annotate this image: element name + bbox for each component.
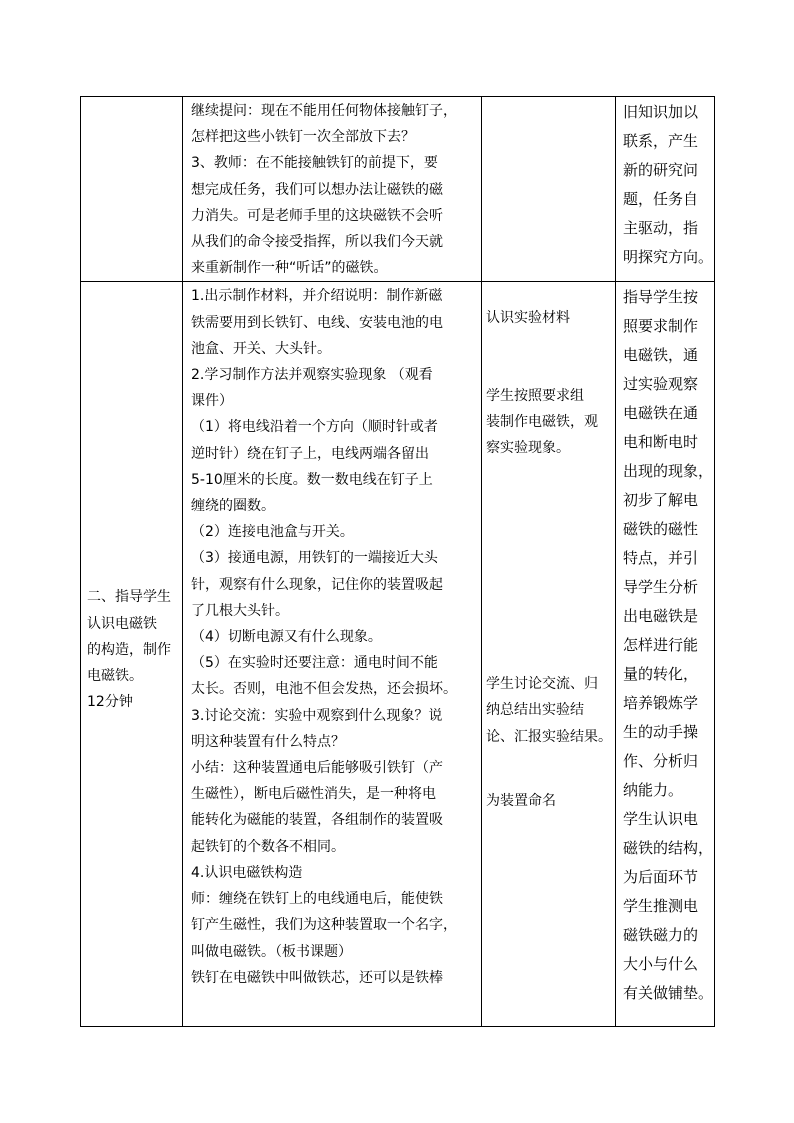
text-line: 小结：这种装置通电后能够吸引铁钉（产: [191, 760, 443, 777]
text-line: 想完成任务，我们可以想办法让磁铁的磁: [191, 181, 443, 198]
text-line: 生的动手操: [623, 723, 699, 742]
student-activity-cell: [482, 282, 616, 1027]
teacher-activity-cell: [183, 282, 482, 1027]
text-line: 联系，产生: [623, 132, 699, 150]
text-line: 出现的现象，: [623, 462, 714, 481]
text-line: 照要求制作: [623, 317, 699, 336]
student-activity-cell: [482, 97, 616, 282]
text-line: 电磁铁，通: [623, 346, 699, 365]
design-intent-cell: [616, 97, 715, 282]
text-line: 磁铁磁力的: [623, 926, 699, 945]
text-line: 大小与什么: [623, 955, 699, 974]
text-line: 二、指导学生: [87, 589, 171, 606]
text-line: 4.认识电磁铁构造: [191, 864, 303, 881]
text-line: 了几根大头针。: [191, 602, 289, 619]
text-line: 来重新制作一种“听话”的磁铁。: [191, 260, 388, 277]
text-line: 磁铁的磁性: [623, 520, 699, 539]
text-line: 铁钉在电磁铁中叫做铁芯，还可以是铁棒: [191, 969, 443, 986]
text-line: 初步了解电: [623, 491, 699, 510]
text-line: 起铁钉的个数各不相同。: [191, 838, 345, 855]
stage-cell: [81, 97, 183, 282]
text-line: 认识电磁铁: [87, 615, 157, 632]
text-line: 论、汇报实验结果。: [486, 728, 612, 745]
text-line: 磁铁的结构，: [623, 839, 714, 858]
text-line: 3.讨论交流：实验中观察到什么现象？说: [191, 707, 443, 724]
text-line: 主驱动，指: [623, 219, 699, 237]
text-line: （1）将电线沿着一个方向（顺时针或者: [191, 419, 438, 436]
table-row: [81, 97, 715, 282]
text-line: 旧知识加以: [623, 103, 699, 121]
text-line: 铁需要用到长铁钉、电线、安装电池的电: [191, 314, 443, 331]
text-line: 过实验观察: [623, 375, 699, 394]
text-line: 出电磁铁是: [623, 607, 699, 626]
text-line: 力消失。可是老师手里的这块磁铁不会听: [191, 207, 443, 224]
text-line: 太长。否则，电池不但会发热，还会损坏。: [191, 681, 457, 698]
text-line: 怎样进行能: [623, 636, 699, 655]
text-line: 明探究方向。: [623, 248, 714, 266]
teacher-activity-cell: [183, 97, 482, 282]
text-line: 师：缠绕在铁钉上的电线通电后，能使铁: [191, 891, 443, 908]
text-line: 怎样把这些小铁钉一次全部放下去？: [191, 129, 415, 146]
text-line: 察实验现象。: [486, 440, 570, 457]
text-line: 从我们的命令接受指挥，所以我们今天就: [191, 234, 443, 251]
text-line: 1.出示制作材料，并介绍说明：制作新磁: [191, 288, 443, 305]
text-line: 培养锻炼学: [623, 694, 699, 713]
text-line: 学生认识电: [623, 810, 699, 829]
text-line: 纳总结出实验结: [486, 702, 584, 719]
text-line: 电和断电时: [623, 433, 699, 452]
lesson-plan-table: [80, 96, 715, 1027]
text-line: 电磁铁。: [87, 668, 143, 685]
text-line: （2）连接电池盒与开关。: [191, 524, 354, 541]
text-line: 纳能力。: [623, 781, 684, 800]
text-line: 缠绕的圈数。: [191, 498, 275, 515]
text-line: 5-10厘米的长度。数一数电线在钉子上: [191, 471, 433, 488]
text-line: 课件）: [191, 393, 233, 410]
text-line: 钉产生磁性，我们为这种装置取一个名字，: [191, 917, 457, 934]
text-line: 指导学生按: [623, 288, 699, 307]
text-line: 12分钟: [87, 694, 133, 711]
text-line: 2.学习制作方法并观察实验现象 （观看: [191, 367, 433, 384]
text-line: 电磁铁在通: [623, 404, 699, 423]
text-line: 能转化为磁能的装置，各组制作的装置吸: [191, 812, 443, 829]
text-line: 新的研究问: [623, 161, 699, 179]
text-line: 生磁性），断电后磁性消失，是一种将电: [191, 786, 436, 803]
text-line: 导学生分析: [623, 578, 699, 597]
text-line: 逆时针）绕在钉子上，电线两端各留出: [191, 445, 429, 462]
text-line: 为装置命名: [486, 792, 556, 809]
text-line: 学生讨论交流、归: [486, 676, 598, 693]
text-line: 量的转化，: [623, 665, 699, 684]
text-line: （4）切断电源又有什么现象。: [191, 629, 382, 646]
text-line: 针，观察有什么现象，记住你的装置吸起: [191, 576, 443, 593]
stage-cell: [81, 282, 183, 1027]
text-line: 有关做铺垫。: [623, 984, 714, 1003]
text-line: 装制作电磁铁，观: [486, 413, 598, 430]
text-line: 的构造，制作: [87, 641, 171, 658]
text-line: （3）接通电源，用铁钉的一端接近大头: [191, 550, 438, 567]
text-line: 认识实验材料: [486, 310, 570, 327]
text-line: （5）在实验时还要注意：通电时间不能: [191, 655, 438, 672]
text-line: 继续提问：现在不能用任何物体接触钉子，: [191, 103, 457, 119]
design-intent-cell: [616, 282, 715, 1027]
text-line: 为后面环节: [623, 868, 699, 887]
text-line: 3、教师：在不能接触铁钉的前提下，要: [191, 155, 438, 172]
text-line: 学生推测电: [623, 897, 699, 916]
table-row: [81, 282, 715, 1027]
text-line: 明这种装置有什么特点？: [191, 733, 345, 750]
text-line: 特点，并引: [623, 549, 699, 568]
text-line: 叫做电磁铁。（板书课题）: [191, 943, 352, 960]
text-line: 池盒、开关、大头针。: [191, 340, 331, 357]
text-line: 作、分析归: [623, 752, 699, 771]
text-line: 题，任务自: [623, 190, 699, 208]
text-line: 学生按照要求组: [486, 387, 584, 404]
